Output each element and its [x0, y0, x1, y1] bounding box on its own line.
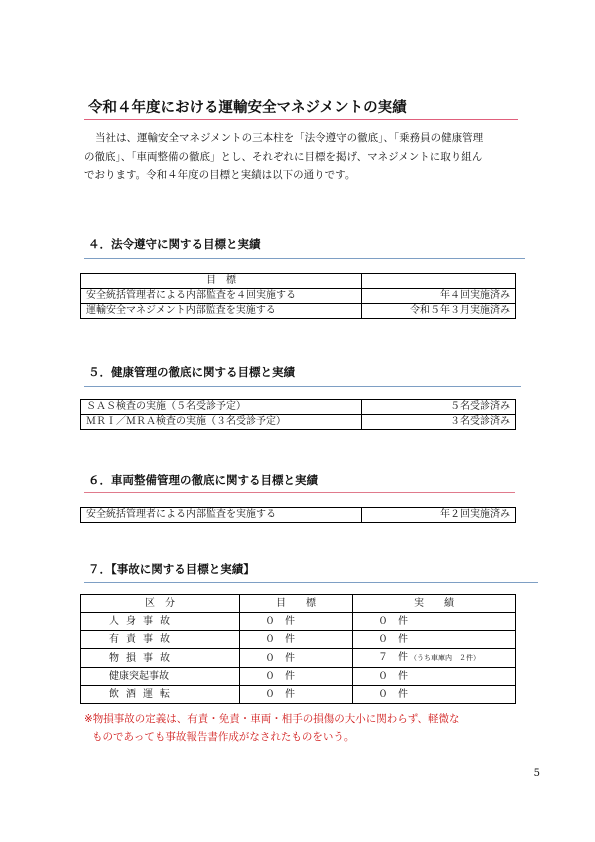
goal-header: 目 標 [240, 595, 353, 613]
result-note: （うち車庫内 ２件） [410, 654, 480, 662]
result-value: ０ 件 [378, 671, 408, 682]
table-row [81, 400, 516, 415]
goal-cell: ＳＡＳ検査の実施（５名受診予定） [81, 400, 362, 415]
footnote-line: ※物損事故の定義は、有責・免責・車両・相手の損傷の大小に関わらず、軽微な [84, 713, 460, 725]
table-row [81, 631, 516, 649]
result-cell [353, 668, 516, 686]
category-cell: 物損事故 [81, 649, 240, 668]
goal-cell: ０ 件 [240, 686, 353, 704]
section-6-divider [84, 492, 515, 493]
result-header [362, 274, 516, 289]
result-cell: ３名受診済み [362, 415, 516, 430]
footnote [84, 710, 524, 746]
page-title: 令和４年度における運輸安全マネジメントの実績 [88, 100, 407, 116]
result-cell [353, 649, 516, 668]
intro-paragraph [84, 129, 524, 185]
goal-cell: ０ 件 [240, 613, 353, 631]
table-row [81, 508, 516, 523]
table-row [81, 649, 516, 668]
intro-line: の徹底」、「車両整備の徹底」とし、それぞれに目標を掲げ、マネジメントに取り組ん [84, 150, 483, 163]
result-cell: 年２回実施済み [362, 508, 516, 523]
goal-cell: 安全統括管理者による内部監査を４回実施する [81, 289, 362, 304]
section-6-table [80, 507, 516, 523]
table-row [81, 289, 516, 304]
section-5-title: ５．健康管理の徹底に関する目標と実績 [88, 365, 295, 379]
goal-cell: ＭＲＩ／ＭＲＡ検査の実施（３名受診予定） [81, 415, 362, 430]
section-5-divider [84, 386, 521, 387]
section-7-divider [84, 582, 538, 583]
footnote-line: ものであっても事故報告書作成がなされたものをいう。 [92, 731, 355, 743]
accident-table [80, 594, 516, 704]
section-5-table [80, 399, 516, 430]
table-row [81, 668, 516, 686]
title-divider [84, 119, 518, 120]
table-row [81, 304, 516, 319]
goal-cell: 運輸安全マネジメント内部監査を実施する [81, 304, 362, 319]
section-4-table [80, 273, 516, 319]
table-row [81, 415, 516, 430]
goal-cell: 安全統括管理者による内部監査を実施する [81, 508, 362, 523]
result-cell [353, 686, 516, 704]
page-number: 5 [533, 768, 540, 779]
category-cell: 飲酒運転 [81, 686, 240, 704]
result-cell [353, 613, 516, 631]
result-cell: ５名受診済み [362, 400, 516, 415]
goal-cell: ０ 件 [240, 649, 353, 668]
result-value: ０ 件 [378, 689, 408, 700]
goal-cell: ０ 件 [240, 668, 353, 686]
result-cell [353, 631, 516, 649]
section-4-title: ４．法令遵守に関する目標と実績 [88, 237, 261, 251]
goal-header: 目 標 [81, 274, 362, 289]
intro-line: 当社は、運輸安全マネジメントの三本柱を「法令遵守の徹底」、「乗務員の健康管理 [95, 132, 484, 144]
section-6-title: ６．車両整備管理の徹底に関する目標と実績 [88, 473, 318, 487]
result-header: 実 績 [353, 595, 516, 613]
table-header-row [81, 595, 516, 613]
result-value: ０ 件 [378, 634, 408, 645]
result-cell: 年４回実施済み [362, 289, 516, 304]
section-4-divider [84, 258, 525, 259]
result-value: ０ 件 [378, 616, 408, 627]
result-cell: 令和５年３月実施済み [362, 304, 516, 319]
category-header: 区 分 [81, 595, 240, 613]
table-header-row [81, 274, 516, 289]
section-7-title: ７．【事故に関する目標と実績】 [88, 562, 255, 576]
table-row [81, 686, 516, 704]
goal-cell: ０ 件 [240, 631, 353, 649]
category-cell: 人身事故 [81, 613, 240, 631]
result-value: ７ 件 [378, 652, 408, 663]
table-row [81, 613, 516, 631]
category-cell: 健康突起事故 [81, 668, 240, 686]
intro-line: でおります。令和４年度の目標と実績は以下の通りです。 [84, 169, 356, 181]
category-cell: 有責事故 [81, 631, 240, 649]
